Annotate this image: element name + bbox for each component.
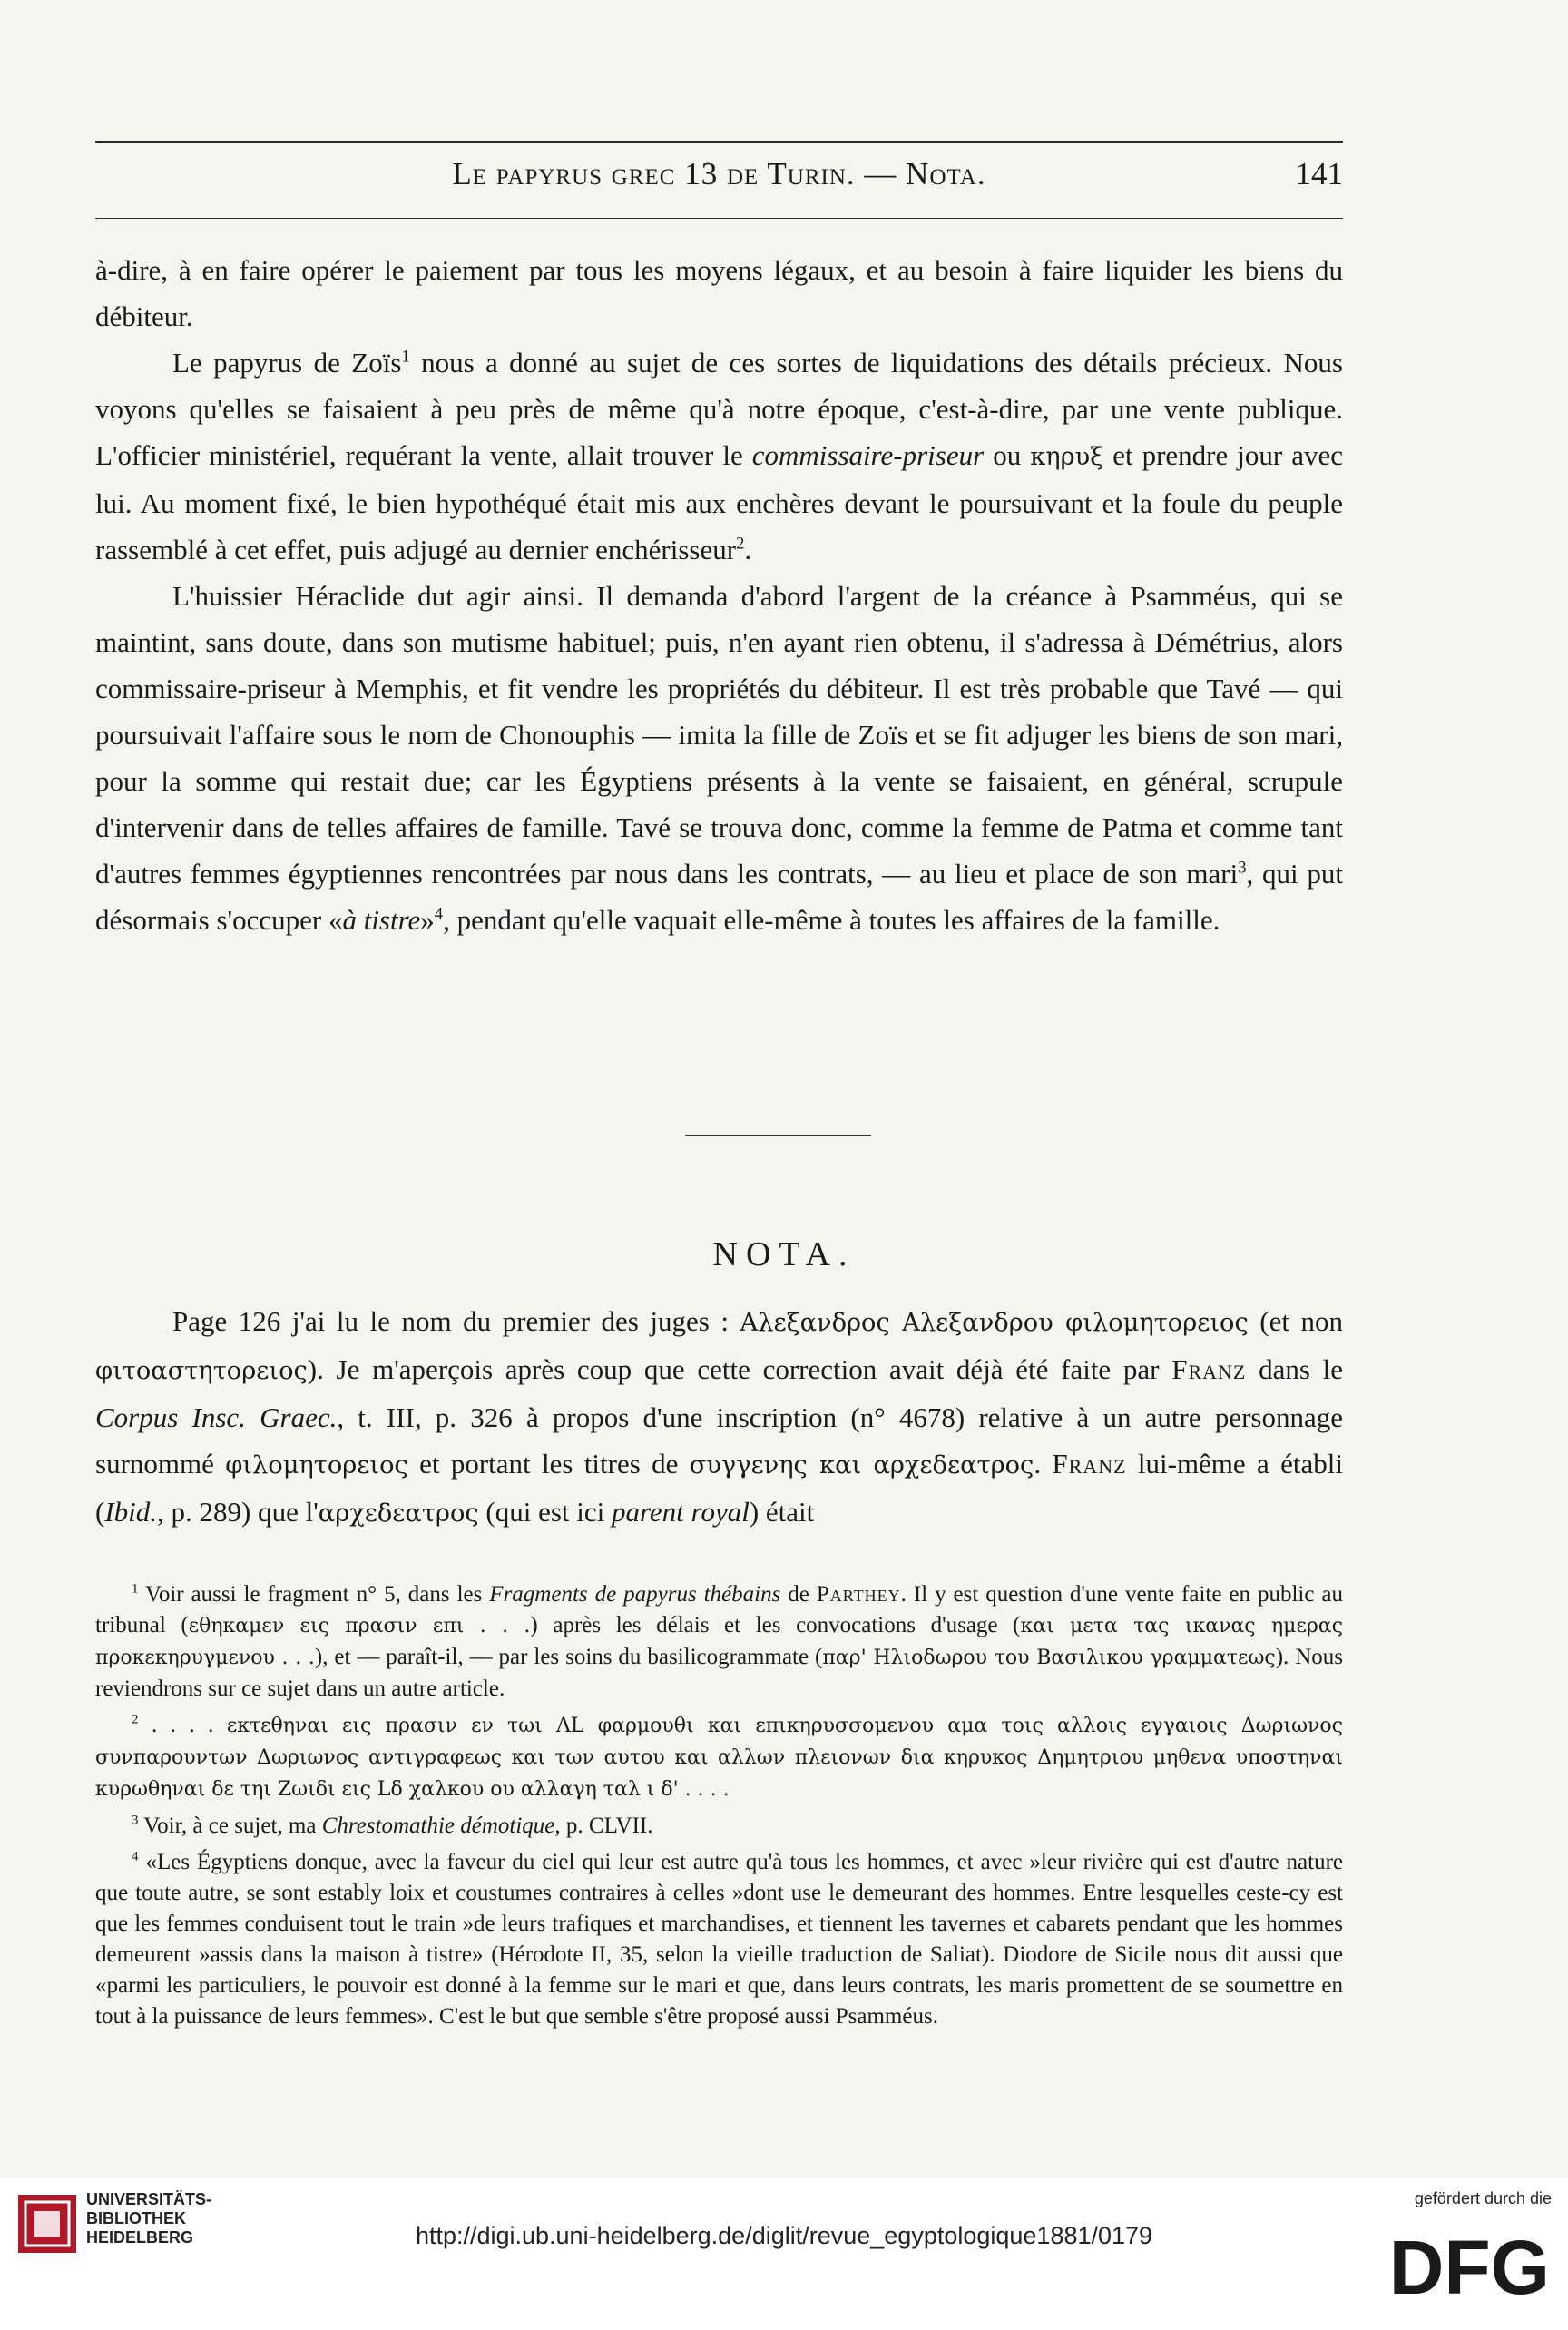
running-title: Le papyrus grec 13 de Turin. — Nota. <box>452 156 986 192</box>
dfg-logo-icon <box>1388 2219 1552 2306</box>
funding-caption: gefördert durch die <box>1414 2189 1552 2207</box>
footnotes <box>95 1579 1343 2038</box>
paragraph-2: Le papyrus de Zoïs$^1$ nous a donné au sujet de ces sortes de liquidations des détails précieux. Nous voyons qu'elles se faisaient à peu près de même qu'à notre époque, c'est-à-dire, par une vente publique. L'officier ministériel, requérant la vente, allait trouver le commissaire-priseur ou κηρυξ et prendre jour avec lui. Au moment fixé, le bien hypothéqué était mis aux enchères devant le poursuivant et la foule du peuple rassemblé à cet effet, puis adjugé au dernier enchérisseur$^2$. <box>95 347 1343 565</box>
digitization-footer <box>0 2178 1568 2330</box>
library-name-line-3: HEIDELBERG <box>86 2228 194 2246</box>
library-name-line-1: UNIVERSITÄTS- <box>86 2190 212 2208</box>
nota-text <box>95 1298 1343 1537</box>
footnote-2: $^2$ . . . . εκτεθηναι εις πρασιν εν τωι ΛL φαρμουθι και επικηρυσσομενου αμα τοις αλλοις εγγαιοις Δωριωνος συνπαρουντων Δωριωνος αντιγραφεως και των αυτου και αλλων πλειονων δια κηρυκος Δημητριου μηθενα υποστηναι κυρωθηναι δε τηι Ζωιδι εις Lδ χαλκου ου αλλαγη ταλ ι δ' . . . . <box>95 1712 1344 1801</box>
header-rule-top <box>95 141 1343 143</box>
section-separator <box>685 1135 871 1136</box>
page-number: 141 <box>1295 156 1343 192</box>
dfg-logo-text: DFG <box>1388 2225 1550 2306</box>
footnote-4: $^4$ «Les Égyptiens donque, avec la faveur du ciel qui leur est autre qu'à tous les hommes, et avec »leur rivière qui est d'autre nature que toute autre, se sont estably loix et coustumes contraires à celles »dont use le demeurant des hommes. Entre lesquelles ceste-cy est que les femmes conduisent tout le train »de leurs trafiques et marchandises, et tiennent les tavernes et cabarets pendant que les hommes demeurent »assis dans la maison à tistre» (Hérodote II, 35, selon la vieille traduction de Saliat). Diodore de Sicile nous dit aussi que «parmi les particuliers, le pouvoir est donné à la femme sur le mari et que, dans leurs contrats, les maris promettent de se soumettre en tout à la puissance de leurs femmes». C'est le but que semble s'être proposé aussi Psamméus. <box>95 1849 1343 2029</box>
footnote-1: $^1$ Voir aussi le fragment n° 5, dans les Fragments de papyrus thébains de Parthey. Il y est question d'une vente faite en public au tribunal (εθηκαμεν εις πρασιν επι . . .) après les délais et les convocations d'usage (και μετα τας ικανας ημερας προκεκηρυγμενου . . .), et — paraît-il, — par les soins du basilicogrammate (παρ' Ηλιοδωρου του Βασιλικου γραμματεως). Nous reviendrons sur ce sujet dans un autre article. <box>95 1581 1343 1701</box>
source-url-link[interactable]: http://digi.ub.uni-heidelberg.de/diglit/revue_egyptologique1881/0179 <box>415 2222 1153 2249</box>
paragraph-1: à-dire, à en faire opérer le paiement par tous les moyens légaux, et au besoin à faire liquider les biens du débiteur. <box>95 254 1343 332</box>
nota-heading: NOTA. <box>712 1235 856 1273</box>
footnote-3: $^3$ Voir, à ce sujet, ma Chrestomathie démotique, p. CLVII. <box>132 1813 653 1838</box>
paragraph-3: L'huissier Héraclide dut agir ainsi. Il demanda d'abord l'argent de la créance à Psamméus, qui se maintint, sans doute, dans son mutisme habituel; puis, n'en ayant rien obtenu, il s'adressa à Démétrius, alors commissaire-priseur à Memphis, et fit vendre les propriétés du débiteur. Il est très probable que Tavé — qui poursuivait l'affaire sous le nom de Chonouphis — imita la fille de Zoïs et se fit adjuger les biens de son mari, pour la somme qui restait due; car les Égyptiens présents à la vente se faisaient, en général, scrupule d'intervenir dans de telles affaires de famille. Tavé se trouva donc, comme la femme de Patma et comme tant d'autres femmes égyptiennes rencontrées par nous dans les contrats, — au lieu et place de son mari$^3$, qui put désormais s'occuper «à tistre»$^4$, pendant qu'elle vaquait elle-même à toutes les affaires de la famille. <box>95 580 1343 936</box>
running-header <box>95 156 1343 202</box>
nota-paragraph: Page 126 j'ai lu le nom du premier des juges : Αλεξανδρος Αλεξανδρου φιλομητορειος (et non φιτοαστητορειος). Je m'aperçois après coup que cette correction avait déjà été faite par Franz dans le Corpus Insc. Graec., t. III, p. 326 à propos d'une inscription (n° 4678) relative à un autre personnage surnommé φιλομητορειος et portant les titres de συγγενης και αρχεδεατρος. Franz lui-même a établi (Ibid., p. 289) que l'αρχεδεατρος (qui est ici parent royal) était <box>95 1305 1343 1528</box>
header-rule-bottom <box>95 218 1343 219</box>
main-text <box>95 247 1343 943</box>
library-name-line-2: BIBLIOTHEK <box>86 2209 186 2227</box>
